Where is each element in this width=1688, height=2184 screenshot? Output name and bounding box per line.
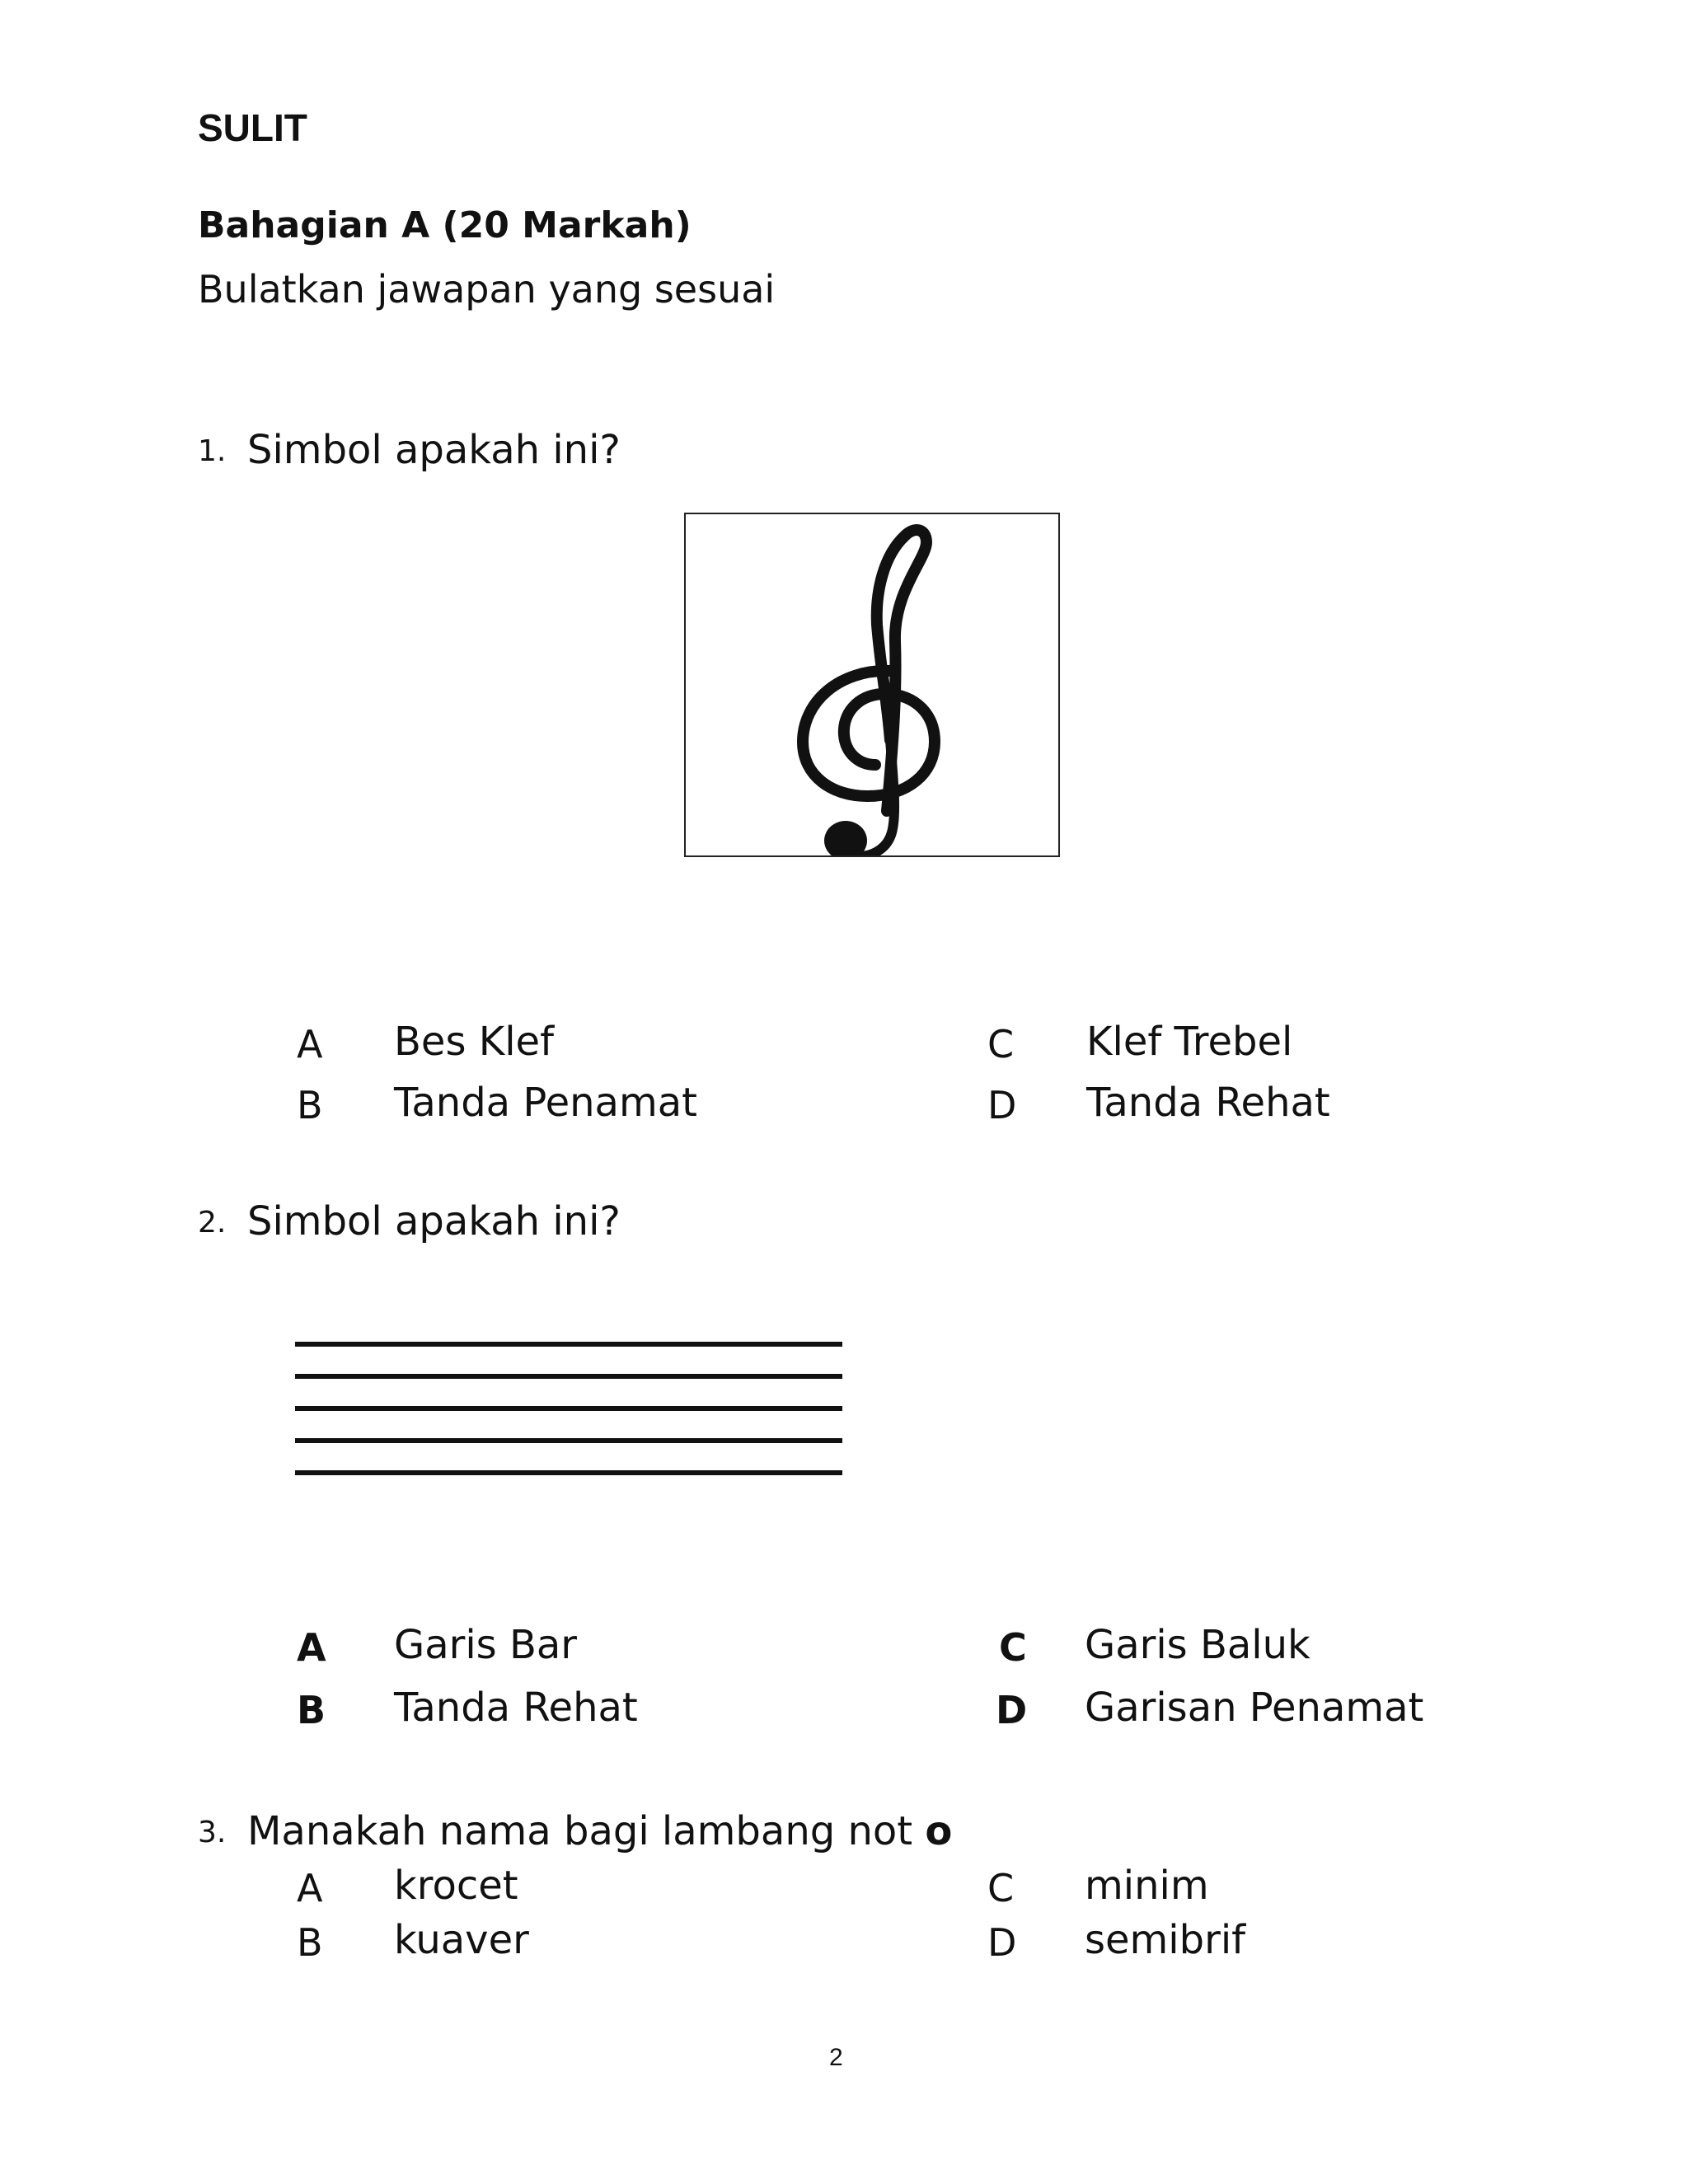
question-2-text: Simbol apakah ini? xyxy=(247,1198,621,1244)
q2-option-b-letter[interactable]: B xyxy=(297,1688,326,1732)
q3-option-d-letter[interactable]: D xyxy=(987,1920,1017,1965)
staff-line xyxy=(295,1438,842,1443)
q1-option-d-text: Tanda Rehat xyxy=(1086,1080,1330,1126)
music-staff-image xyxy=(295,1342,842,1490)
q2-option-c-letter[interactable]: C xyxy=(999,1625,1027,1670)
question-3-text xyxy=(247,1808,953,1854)
staff-line xyxy=(295,1342,842,1347)
q1-option-a-letter[interactable]: A xyxy=(297,1022,323,1066)
treble-clef-image xyxy=(684,513,1060,857)
q3-option-d-text: semibrif xyxy=(1085,1917,1246,1963)
q3-option-b-letter[interactable]: B xyxy=(297,1920,323,1965)
q2-option-b-text: Tanda Rehat xyxy=(394,1685,638,1731)
q1-option-c-text: Klef Trebel xyxy=(1086,1019,1293,1065)
q2-option-d-letter[interactable]: D xyxy=(996,1688,1028,1732)
confidential-label: SULIT xyxy=(198,106,307,149)
whole-note-symbol: o xyxy=(925,1808,953,1854)
q1-option-d-letter[interactable]: D xyxy=(987,1083,1017,1127)
section-instruction: Bulatkan jawapan yang sesuai xyxy=(198,267,776,312)
q1-option-b-letter[interactable]: B xyxy=(297,1083,323,1127)
q3-option-c-letter[interactable]: C xyxy=(987,1866,1015,1910)
staff-line xyxy=(295,1374,842,1379)
q3-option-a-text: krocet xyxy=(394,1863,518,1909)
q2-option-a-text: Garis Bar xyxy=(394,1622,578,1668)
q2-option-a-letter[interactable]: A xyxy=(297,1625,326,1670)
question-3-text-body: Manakah nama bagi lambang not xyxy=(247,1808,913,1854)
question-3-number: 3. xyxy=(198,1816,227,1849)
q3-option-b-text: kuaver xyxy=(394,1917,529,1963)
q1-option-c-letter[interactable]: C xyxy=(987,1022,1015,1066)
page-number: 2 xyxy=(829,2044,843,2071)
question-2-number: 2. xyxy=(198,1206,227,1240)
question-1-text: Simbol apakah ini? xyxy=(247,427,621,473)
staff-line xyxy=(295,1470,842,1475)
question-1-number: 1. xyxy=(198,434,227,468)
q1-option-a-text: Bes Klef xyxy=(394,1019,554,1065)
q3-option-c-text: minim xyxy=(1085,1863,1209,1909)
treble-clef-icon xyxy=(686,514,1058,855)
q2-option-d-text: Garisan Penamat xyxy=(1085,1685,1424,1731)
q2-option-c-text: Garis Baluk xyxy=(1085,1622,1311,1668)
q1-option-b-text: Tanda Penamat xyxy=(394,1080,697,1126)
staff-line xyxy=(295,1406,842,1411)
q3-option-a-letter[interactable]: A xyxy=(297,1866,323,1910)
section-title: Bahagian A (20 Markah) xyxy=(198,204,692,246)
